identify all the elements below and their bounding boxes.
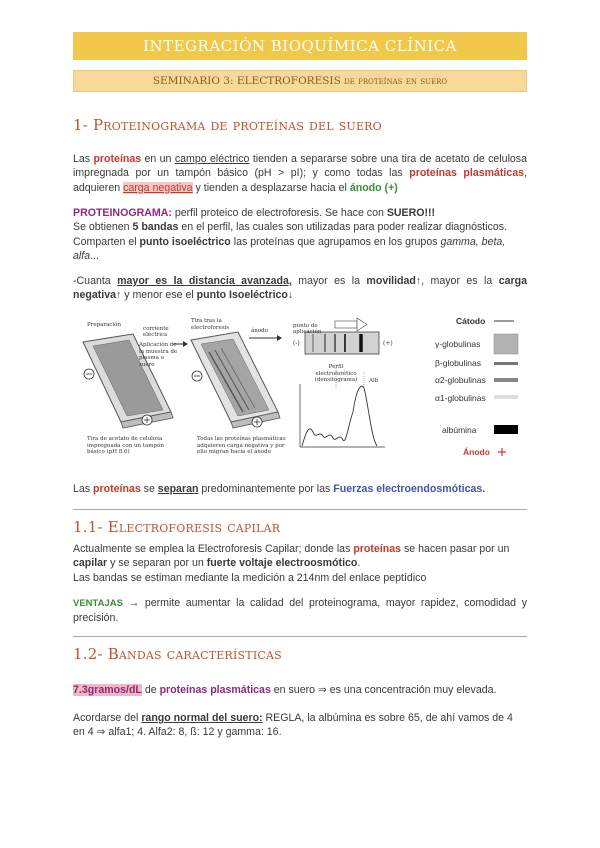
seminar-subtitle bbox=[73, 70, 527, 92]
legend-beta: β-globulinas bbox=[435, 358, 481, 368]
legend-alfa2: α2-globulinas bbox=[435, 375, 486, 385]
band-legend bbox=[494, 321, 518, 456]
fig-label-anodo: ánodo bbox=[251, 328, 268, 334]
paragraph-movilidad: -Cuanta mayor es la distancia avanzada, mayor es la movilidad↑, mayor es la carga negativa↑ y menor ese el punto Isoeléctrico↓ bbox=[73, 275, 527, 302]
seminar-subtitle-text: SEMINARIO 3: ELECTROFORESIS de proteínas en suero bbox=[152, 75, 448, 87]
electrophoresis-figure bbox=[73, 312, 527, 462]
fig-label-preparacion: Preparación bbox=[87, 322, 121, 328]
paragraph-campo-electrico: Las proteínas en un campo eléctrico tienden a separarse sobre una tira de acetato de celulosa impregnada por un tampón básico (pH > pI); y como todas las proteínas plasmáticas, adquieren carga negativa y tienden a desplazarse hacia el ánodo (+) bbox=[73, 153, 528, 194]
paragraph-fuerzas: Las proteínas se separan predominantemente por las Fuerzas electroendosmóticas. bbox=[73, 483, 486, 495]
paragraph-proteinograma: PROTEINOGRAMA: perfil proteico de electroforesis. Se hace con SUERO!!! Se obtienen 5 bandas en el perfil, las cuales son utilizadas para poder realizar diagnósticos. Comparten el punto isoeléctrico las proteínas que agrupamos en los grupos gamma, beta, alfa... bbox=[73, 207, 508, 262]
paragraph-capilar: Actualmente se emplea la Electroforesis Capilar; donde las proteínas se hacen pasar por un capilar y se separan por un fuerte voltaje electroosmótico. Las bandas se estiman mediante la medición a 214nm del enlace peptídico bbox=[73, 543, 510, 584]
document-title-text: INTEGRACIÓN BIOQUÍMICA CLÍNICA bbox=[143, 37, 457, 55]
fig-label-minus: (-) bbox=[293, 340, 300, 347]
legend-alfa1: α1-globulinas bbox=[435, 393, 486, 403]
document-title bbox=[73, 32, 527, 60]
legend-catodo: Cátodo bbox=[456, 316, 486, 326]
section-heading-capilar: 1.1- Electroforesis capilar bbox=[73, 518, 281, 536]
fig-label-aplicacion: Aplicación de la muestra de plasma o suero bbox=[139, 342, 178, 368]
fig-label-tira-tras: Tira tras la electroforesis bbox=[191, 318, 230, 331]
fig-label-corriente: corriente eléctrica bbox=[143, 326, 169, 338]
fig-label-perfil: Perfil electroforético (densitograma) bbox=[314, 364, 358, 383]
legend-albumina: albúmina bbox=[442, 425, 477, 435]
section-heading-proteinograma: 1- Proteinograma de proteínas del suero bbox=[73, 116, 382, 134]
legend-anodo: Ánodo bbox=[463, 447, 490, 457]
fig-caption-mid: Todas las proteínas plasmáticas adquieren carga negativa y por ello migran hacia el ánodo bbox=[197, 436, 286, 455]
fig-label-punto-aplicacion: punto de aplicación bbox=[293, 323, 322, 335]
fig-label-plus: (+) bbox=[383, 340, 393, 347]
acetate-strip-after bbox=[191, 332, 280, 428]
fig-label-alb: Alb bbox=[369, 378, 379, 384]
section-divider-2 bbox=[73, 636, 527, 637]
section-heading-bandas: 1.2- Bandas características bbox=[73, 645, 282, 663]
section-divider-1 bbox=[73, 509, 527, 510]
paragraph-ventajas: VENTAJAS → permite aumentar la calidad del proteinograma, mayor rapidez, comodidad y precisión. bbox=[73, 597, 527, 625]
paragraph-gramos: 7.3gramos/dL de proteínas plasmáticas en suero ⇒ es una concentración muy elevada. bbox=[73, 684, 497, 696]
legend-gamma: γ-globulinas bbox=[435, 339, 481, 349]
paragraph-regla: Acordarse del rango normal del suero: REGLA, la albúmina es sobre 65, de ahí vamos de 4 en 4 ⇒ alfa1; 4. Alfa2: 8, ß: 12 y gamma: 16. bbox=[73, 712, 513, 739]
fig-caption-left: Tira de acetato de celulosa impregnada con un tampón básico (pH 8.6) bbox=[87, 436, 164, 455]
